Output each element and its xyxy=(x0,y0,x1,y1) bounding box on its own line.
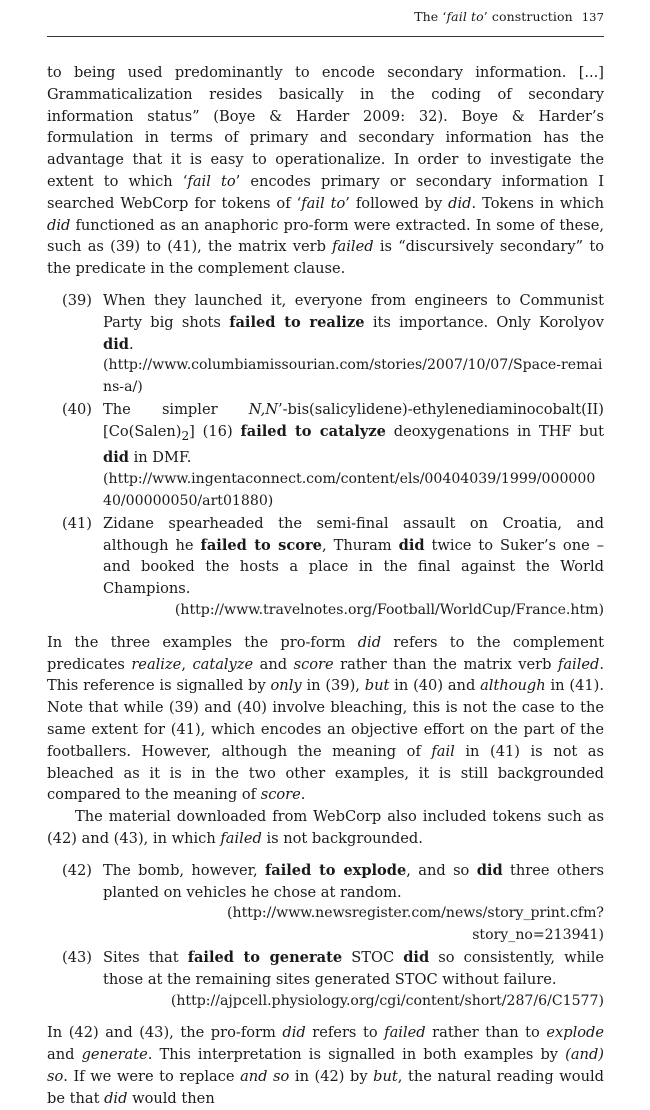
example-number: (40) xyxy=(62,400,92,418)
example-text: Zidane spearheaded the semi-final assault on Croatia, and although he failed to score, Thuram did twice to Suker’s one – and booked the hosts a place in the final against the World Champions. (http://www.travelnotes.org/Football/WorldCup/France.htm) xyxy=(103,513,604,622)
example-number: (42) xyxy=(62,861,92,879)
source-url: (http://www.newsregister.com/news/story_print.cfm?story_no=213941) xyxy=(227,905,604,944)
example-number: (41) xyxy=(62,514,92,532)
paragraph-2: In the three examples the pro-form did refers to the complement predicates realize, catalyze and score rather than the matrix verb failed. This reference is signalled by only in (39), but in (40) and although in (41). Note that while (39) and (40) involve bleaching, this is not the case to the same extent for (41), which encodes an objective effort on the part of the footballers. However, although the meaning of fail in (41) is not as bleached as it is in the two other examples, it is still backgrounded compared to the meaning of score. xyxy=(47,633,605,804)
example-number: (43) xyxy=(62,948,92,966)
paragraph-3: The material downloaded from WebCorp also included tokens such as (42) and (43), in which failed is not backgrounded. xyxy=(47,808,604,847)
example-41 xyxy=(47,513,604,622)
source-url: (http://ajpcell.physiology.org/cgi/content/short/287/6/C1577) xyxy=(170,992,604,1009)
source-url: (http://www.ingentaconnect.com/content/els/00404039/1999/00000040/00000050/art01880) xyxy=(103,471,596,510)
example-text: Sites that failed to generate STOC did so consistently, while those at the remaining sites generated STOC without failure. (http://ajpcell.physiology.org/cgi/content/short/287/6/C1577) xyxy=(103,947,604,1012)
example-text: The bomb, however, failed to explode, and so did three others planted on vehicles he chose at random. (http://www.newsregister.com/news/story_print.cfm?story_no=213941) xyxy=(103,860,604,947)
book-page xyxy=(47,0,605,1107)
example-43 xyxy=(47,947,604,1012)
example-block-39-41 xyxy=(47,290,604,622)
example-42 xyxy=(47,860,604,947)
source-url: (http://www.travelnotes.org/Football/WorldCup/France.htm) xyxy=(174,602,604,619)
running-title: The ‘fail to’ construction xyxy=(414,9,573,24)
body-text xyxy=(47,62,604,1110)
example-40 xyxy=(47,399,604,513)
header-rule xyxy=(47,36,604,37)
example-block-42-43 xyxy=(47,860,604,1013)
source-url: (http://www.columbiamissourian.com/stories/2007/10/07/Space-remains-a/) xyxy=(103,357,603,396)
page-number: 137 xyxy=(581,10,604,24)
running-head xyxy=(414,9,604,24)
paragraph-4: In (42) and (43), the pro-form did refers to failed rather than to explode and generate. This interpretation is signalled in both examples by (and) so. If we were to replace and so in (42) by but, the natural reading would be that did would then xyxy=(47,1024,605,1107)
example-39 xyxy=(47,290,604,399)
example-text: When they launched it, everyone from engineers to Communist Party big shots failed to realize its importance. Only Korolyov did. (http://www.columbiamissourian.com/stories/2007/10/07/Space-remains-a/) xyxy=(103,290,604,399)
example-text: The simpler N,N’-bis(salicylidene)-ethylenediaminocobalt(II) $[Co(Salen)_2]$ (16) failed to catalyze deoxygenations in THF but did in DMF. (http://www.ingentaconnect.com/content/els/00404039/1999/00000040/00000050/art01880) xyxy=(103,399,604,513)
paragraph-1: to being used predominantly to encode secondary information. [...] Grammaticalization resides basically in the coding of secondary information status” (Boye & Harder 2009: 32). Boye & Harder’s formulation in terms of primary and secondary information has the advantage that it is easy to operationalize. In order to investigate the extent to which ‘fail to’ encodes primary or secondary information I searched WebCorp for tokens of ‘fail to’ followed by did. Tokens in which did functioned as an anaphoric pro-form were extracted. In some of these, such as (39) to (41), the matrix verb failed is “discursively secondary” to the predicate in the complement clause. xyxy=(47,64,605,278)
example-number: (39) xyxy=(62,291,92,309)
